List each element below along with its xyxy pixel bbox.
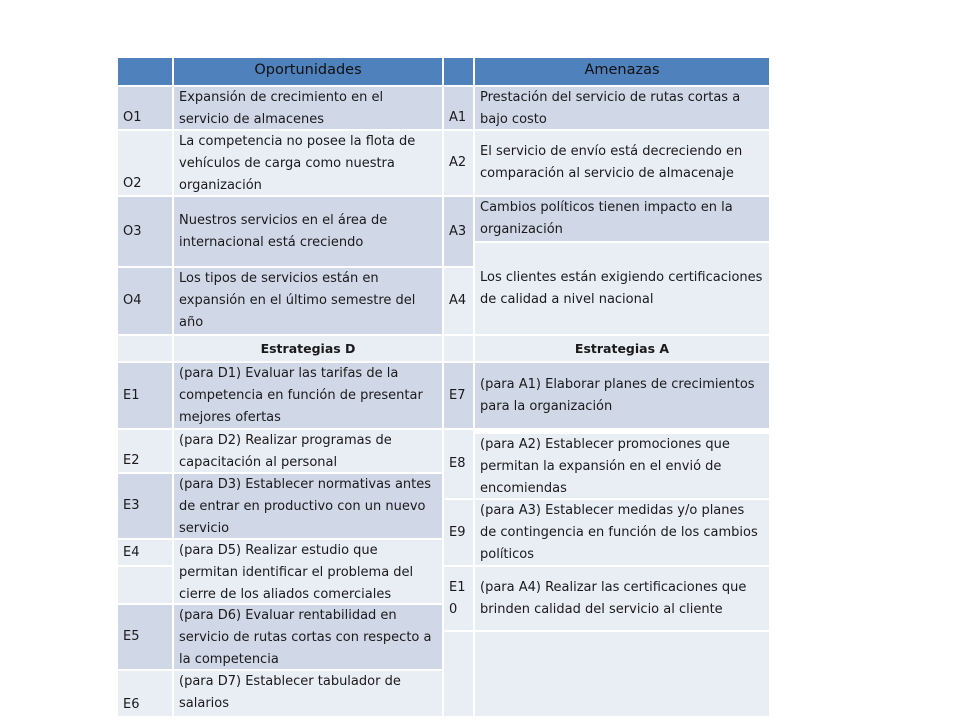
oportunidad-o2-text: La competencia no posee la flota de vehículos de carga como nuestra organización <box>174 131 442 195</box>
amenaza-a1-text: Prestación del servicio de rutas cortas a bajo costo <box>475 87 769 129</box>
row-id-e10: E1 0 <box>444 567 473 630</box>
row-id-a2: A2 <box>444 131 473 195</box>
subheader-estrategias-d: Estrategias D <box>174 336 442 361</box>
subheader-estrategias-a: Estrategias A <box>475 336 769 361</box>
subheader-blank-left <box>118 336 172 361</box>
estrategia-blank-a <box>475 632 769 716</box>
estrategia-e8-text: (para A2) Establecer promociones que permitan la expansión en el envió de encomiendas <box>475 434 769 498</box>
row-id-e5: E5 <box>118 605 172 669</box>
row-id-a1: A1 <box>444 87 473 129</box>
estrategia-e5-text: (para D6) Evaluar rentabilidad en servicio de rutas cortas con respecto a la competencia <box>174 605 442 669</box>
row-id-o4: O4 <box>118 268 172 334</box>
estrategia-e10-text: (para A4) Realizar las certificaciones que brinden calidad del servicio al cliente <box>475 567 769 630</box>
row-id-e8: E8 <box>444 430 473 498</box>
header-oportunidades: Oportunidades <box>174 58 442 85</box>
header-blank-mid <box>444 58 473 85</box>
row-id-e3: E3 <box>118 474 172 538</box>
row-id-o2: O2 <box>118 131 172 195</box>
row-id-e6: E6 <box>118 671 172 716</box>
header-amenazas: Amenazas <box>475 58 769 85</box>
row-id-a3: A3 <box>444 197 473 266</box>
row-id-o1: O1 <box>118 87 172 129</box>
estrategia-e9-text: (para A3) Establecer medidas y/o planes de contingencia en función de los cambios políticos <box>475 500 769 565</box>
estrategia-e4-text: (para D5) Realizar estudio que permitan identificar el problema del cierre de los aliados comerciales <box>174 540 442 603</box>
estrategia-e7-text: (para A1) Elaborar planes de crecimientos para la organización <box>475 363 769 428</box>
row-id-a4: A4 <box>444 268 473 334</box>
row-id-e9: E9 <box>444 500 473 565</box>
row-id-e4: E4 <box>118 540 172 565</box>
estrategia-e6-text: (para D7) Establecer tabulador de salarios <box>174 671 442 716</box>
estrategia-e2-text: (para D2) Realizar programas de capacitación al personal <box>174 430 442 472</box>
estrategia-e3-text: (para D3) Establecer normativas antes de entrar en productivo con un nuevo servicio <box>174 474 442 538</box>
oportunidad-o4-text: Los tipos de servicios están en expansión en el último semestre del año <box>174 268 442 334</box>
row-id-blank-a <box>444 632 473 716</box>
subheader-blank-mid <box>444 336 473 361</box>
header-blank-left <box>118 58 172 85</box>
oportunidad-o1-text: Expansión de crecimiento en el servicio de almacenes <box>174 87 442 129</box>
row-id-blank <box>118 567 172 603</box>
oportunidad-o3-text: Nuestros servicios en el área de internacional está creciendo <box>174 197 442 266</box>
amenaza-a3-text: Cambios políticos tienen impacto en la organización <box>475 197 769 241</box>
amenaza-a2-text: El servicio de envío está decreciendo en comparación al servicio de almacenaje <box>475 131 769 195</box>
amenaza-a4-text: Los clientes están exigiendo certificaciones de calidad a nivel nacional <box>475 243 769 334</box>
row-id-o3: O3 <box>118 197 172 266</box>
estrategia-e1-text: (para D1) Evaluar las tarifas de la competencia en función de presentar mejores ofertas <box>174 363 442 428</box>
row-id-e2: E2 <box>118 430 172 472</box>
row-id-e7: E7 <box>444 363 473 428</box>
row-id-e1: E1 <box>118 363 172 428</box>
